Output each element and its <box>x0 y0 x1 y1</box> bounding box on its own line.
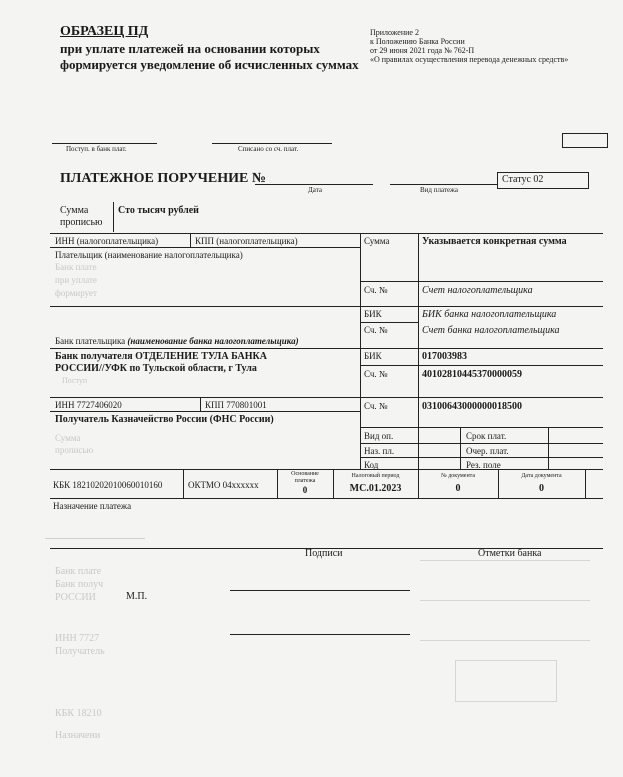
code-label: Код <box>364 460 379 470</box>
bleed-box <box>455 660 557 702</box>
payment-type-label: Вид платежа <box>420 186 459 194</box>
subtitle-line2: формируется уведомление об исчисленных суммах <box>60 57 359 72</box>
recipient-kpp: КПП 770801001 <box>205 400 267 410</box>
payer-bank-account-label: Сч. № <box>364 325 388 335</box>
bleed-text: Получатель <box>55 646 105 657</box>
doc-date-value: 0 <box>539 483 544 494</box>
date-label: Дата <box>308 186 322 194</box>
payer-name-label: Плательщик (наименование налогоплательщика) <box>55 250 243 260</box>
basis-value: 0 <box>302 485 308 495</box>
recipient-inn: ИНН 7727406020 <box>55 400 122 410</box>
status-value: Статус 02 <box>502 174 544 185</box>
sample-title: ОБРАЗЕЦ ПД <box>60 24 149 39</box>
payer-bik-label: БИК <box>364 309 382 319</box>
recipient-bank-line1: Банк получателя ОТДЕЛЕНИЕ ТУЛА БАНКА <box>55 351 268 362</box>
bleed-text: Назначени <box>55 730 101 741</box>
oktmo: ОКТМО 04хххххх <box>188 480 259 490</box>
form-code-box <box>562 133 608 148</box>
appendix-line3: от 29 июня 2021 года № 762-П <box>370 46 475 55</box>
recipient-bik-value: 017003983 <box>422 351 467 362</box>
stamp-label: М.П. <box>126 591 148 602</box>
bleed-text: Банк получ <box>55 579 104 590</box>
subtitle-line1: при уплате платежей на основании которых <box>60 41 320 56</box>
bleed-text: при уплате <box>55 275 97 285</box>
bleed-text: Банк плате <box>55 262 97 272</box>
period-label: Налоговый период <box>351 473 400 479</box>
bleed-text: Банк плате <box>55 566 102 577</box>
order-title: ПЛАТЕЖНОЕ ПОРУЧЕНИЕ № <box>60 171 266 186</box>
recipient-account-value: 03100643000000018500 <box>422 401 522 412</box>
appendix-line1: Приложение 2 <box>370 28 419 37</box>
recipient-bank-account-label: Сч. № <box>364 369 388 379</box>
basis-label1: Основание <box>291 471 319 477</box>
amount-words-label1: Сумма <box>60 205 89 216</box>
amount-words-value: Сто тысяч рублей <box>118 205 199 216</box>
due-date-label: Срок плат. <box>466 431 507 441</box>
bleed-text: формирует <box>55 288 97 298</box>
purpose-label: Назначение платежа <box>53 501 132 511</box>
recipient-name: Получатель Казначейство России (ФНС России) <box>55 414 274 425</box>
doc-date-label: Дата документа <box>521 473 562 479</box>
bleed-text: ИНН 7727 <box>55 633 100 644</box>
payer-bik-value: БИК банка налогоплательщика <box>422 309 557 320</box>
queue-label: Очер. плат. <box>466 446 509 456</box>
bleed-text: Сумма <box>55 433 81 443</box>
received-label: Поступ. в банк плат. <box>66 145 127 153</box>
bleed-text: Поступ <box>62 376 88 385</box>
amount-label: Сумма <box>364 236 390 246</box>
payer-account-label: Сч. № <box>364 285 388 295</box>
purpose-code-label: Наз. пл. <box>364 446 395 456</box>
bank-notes-label: Отметки банка <box>478 548 542 559</box>
recipient-bank-account-value: 40102810445370000059 <box>422 369 522 380</box>
payer-bank-account-value: Счет банка налогоплательщика <box>422 325 560 336</box>
amount-words-label2: прописью <box>60 217 103 228</box>
appendix-line2: к Положению Банка России <box>370 37 465 46</box>
debited-label: Списано со сч. плат. <box>238 145 299 153</box>
payer-kpp-label: КПП (налогоплательщика) <box>195 236 298 246</box>
bleed-text: РОССИИ <box>55 592 96 603</box>
bleed-text: КБК 18210 <box>55 708 102 719</box>
recipient-account-label: Сч. № <box>364 401 388 411</box>
payer-account-value: Счет налогоплательщика <box>422 285 533 296</box>
op-type-label: Вид оп. <box>364 431 394 441</box>
doc-number-label: № документа <box>440 473 476 479</box>
recipient-bik-label: БИК <box>364 351 382 361</box>
reserve-label: Рез. поле <box>466 460 501 470</box>
appendix-line4: «О правилах осуществления перевода денежных средств» <box>370 55 569 64</box>
amount-value: Указывается конкретная сумма <box>422 236 567 247</box>
signatures-label: Подписи <box>305 548 343 559</box>
doc-number-value: 0 <box>455 483 461 494</box>
kbk: КБК 18210202010060010160 <box>53 480 163 490</box>
period-value: МС.01.2023 <box>349 483 402 494</box>
payer-inn-label: ИНН (налогоплательщика) <box>55 236 159 246</box>
basis-label2: платежа <box>294 478 316 484</box>
bleed-text: прописью <box>55 445 94 455</box>
recipient-bank-line2: РОССИИ//УФК по Тульской области, г Тула <box>55 363 257 374</box>
payer-bank-label: Банк плательщика (наименование банка налогоплательщика) <box>55 336 299 346</box>
